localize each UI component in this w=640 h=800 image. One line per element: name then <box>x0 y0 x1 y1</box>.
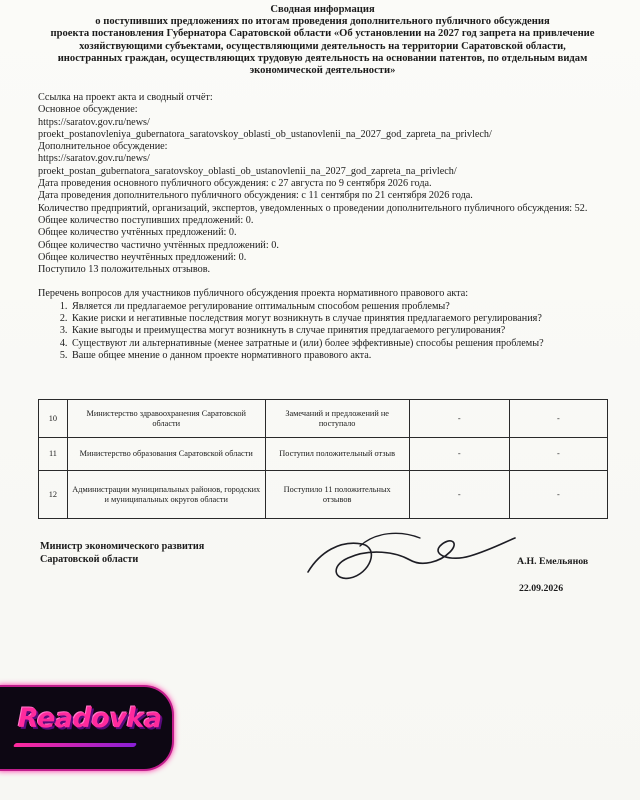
extra-discussion-label: Дополнительное обсуждение: <box>38 141 168 153</box>
header-line: проекта постановления Губернатора Саратовской области «Об установлении на 2027 год запрета на привлечение <box>50 28 595 40</box>
extra-discussion-url: https://saratov.gov.ru/news/ <box>38 153 150 165</box>
questions-intro: Перечень вопросов для участников публичного обсуждения проекта нормативного правового акта: <box>38 288 469 300</box>
result-cell: Поступил положительный отзыв <box>265 438 409 471</box>
row-number: 12 <box>39 471 68 519</box>
positive-count: Поступило 13 положительных отзывов. <box>38 264 211 276</box>
question-item: 5. Ваше общее мнение о данном проекте нормативного правового акта. <box>70 350 608 362</box>
main-discussion-url: https://saratov.gov.ru/news/ <box>38 116 150 128</box>
main-discussion-url-cont: proekt_postanovleniya_gubernatora_saratovskoy_oblasti_ob_ustanovlenii_na_2027_god_zapreta_na_privlech/ <box>38 128 492 140</box>
not-accounted-count: Общее количество неучтённых предложений: 0. <box>38 251 247 263</box>
dash-cell: - <box>509 438 607 471</box>
organization-cell: Министерство образования Саратовской области <box>67 438 265 471</box>
position-line: Министр экономического развития <box>40 541 205 552</box>
header-line: экономической деятельности» <box>249 65 396 77</box>
main-discussion-label: Основное обсуждение: <box>38 104 138 116</box>
header-line: хозяйствующими субъектами, осуществляющими деятельность на территории Саратовской области, <box>79 40 566 52</box>
dash-cell: - <box>409 471 509 519</box>
signatory-name: А.Н. Емельянов <box>517 556 589 567</box>
row-number: 10 <box>39 400 68 438</box>
notified-count: Количество предприятий, организаций, экспертов, уведомленных о проведении дополнительного публичного обсуждения: 52. <box>38 202 588 214</box>
dash-cell: - <box>409 400 509 438</box>
signatory-position <box>40 541 204 566</box>
logo-underline <box>13 743 137 747</box>
table-row <box>39 438 608 471</box>
organization-cell: Администрации муниципальных районов, городских и муниципальных округов области <box>67 471 265 519</box>
extra-discussion-url-cont: proekt_postan_gubernatora_saratovskoy_oblasti_ob_ustanovlenii_na_2027_god_zapreta_na_privlech/ <box>38 165 457 177</box>
document-header <box>30 4 615 77</box>
questions-list <box>38 301 608 362</box>
readovka-logo <box>0 687 172 769</box>
table-row <box>39 471 608 519</box>
dash-cell: - <box>509 471 607 519</box>
question-item: 1. Является ли предлагаемое регулирование оптимальным способом решения проблемы? <box>70 301 608 313</box>
dash-cell: - <box>509 400 607 438</box>
logo-wordmark: Readovka <box>18 703 162 734</box>
result-cell: Замечаний и предложений не поступало <box>265 400 409 438</box>
dash-cell: - <box>409 438 509 471</box>
results-table <box>38 399 608 519</box>
header-title: Сводная информация <box>270 4 375 15</box>
question-item: 4. Существуют ли альтернативные (менее затратные и (или) более эффективные) способы решения проблемы? <box>70 338 608 350</box>
extra-dates: Дата проведения дополнительного публичного обсуждения: с 11 сентября по 21 сентября 2026 года. <box>38 190 473 202</box>
header-line: о поступивших предложениях по итогам проведения дополнительного публичного обсуждения <box>95 16 550 28</box>
result-cell: Поступило 11 положительных отзывов <box>265 471 409 519</box>
document-body <box>38 92 608 362</box>
partial-count: Общее количество частично учтённых предложений: 0. <box>38 239 279 251</box>
organization-cell: Министерство здравоохранения Саратовской области <box>67 400 265 438</box>
header-line: иностранных граждан, осуществляющих трудовую деятельность на основании патентов, по отдельным видам <box>57 52 588 64</box>
handwritten-signature <box>300 522 520 592</box>
signature-date: 22.09.2026 <box>519 583 564 594</box>
main-dates: Дата проведения основного публичного обсуждения: с 27 августа по 9 сентября 2026 года. <box>38 178 432 190</box>
received-count: Общее количество поступивших предложений: 0. <box>38 214 254 226</box>
position-line: Саратовской области <box>40 553 139 565</box>
accounted-count: Общее количество учтённых предложений: 0. <box>38 227 237 239</box>
question-item: 2. Какие риски и негативные последствия могут возникнуть в случае принятия предлагаемого регулирования? <box>70 313 608 325</box>
table-row <box>39 400 608 438</box>
links-intro: Ссылка на проект акта и сводный отчёт: <box>38 92 213 103</box>
row-number: 11 <box>39 438 68 471</box>
question-item: 3. Какие выгоды и преимущества могут возникнуть в случае принятия предлагаемого регулирования? <box>70 325 608 337</box>
